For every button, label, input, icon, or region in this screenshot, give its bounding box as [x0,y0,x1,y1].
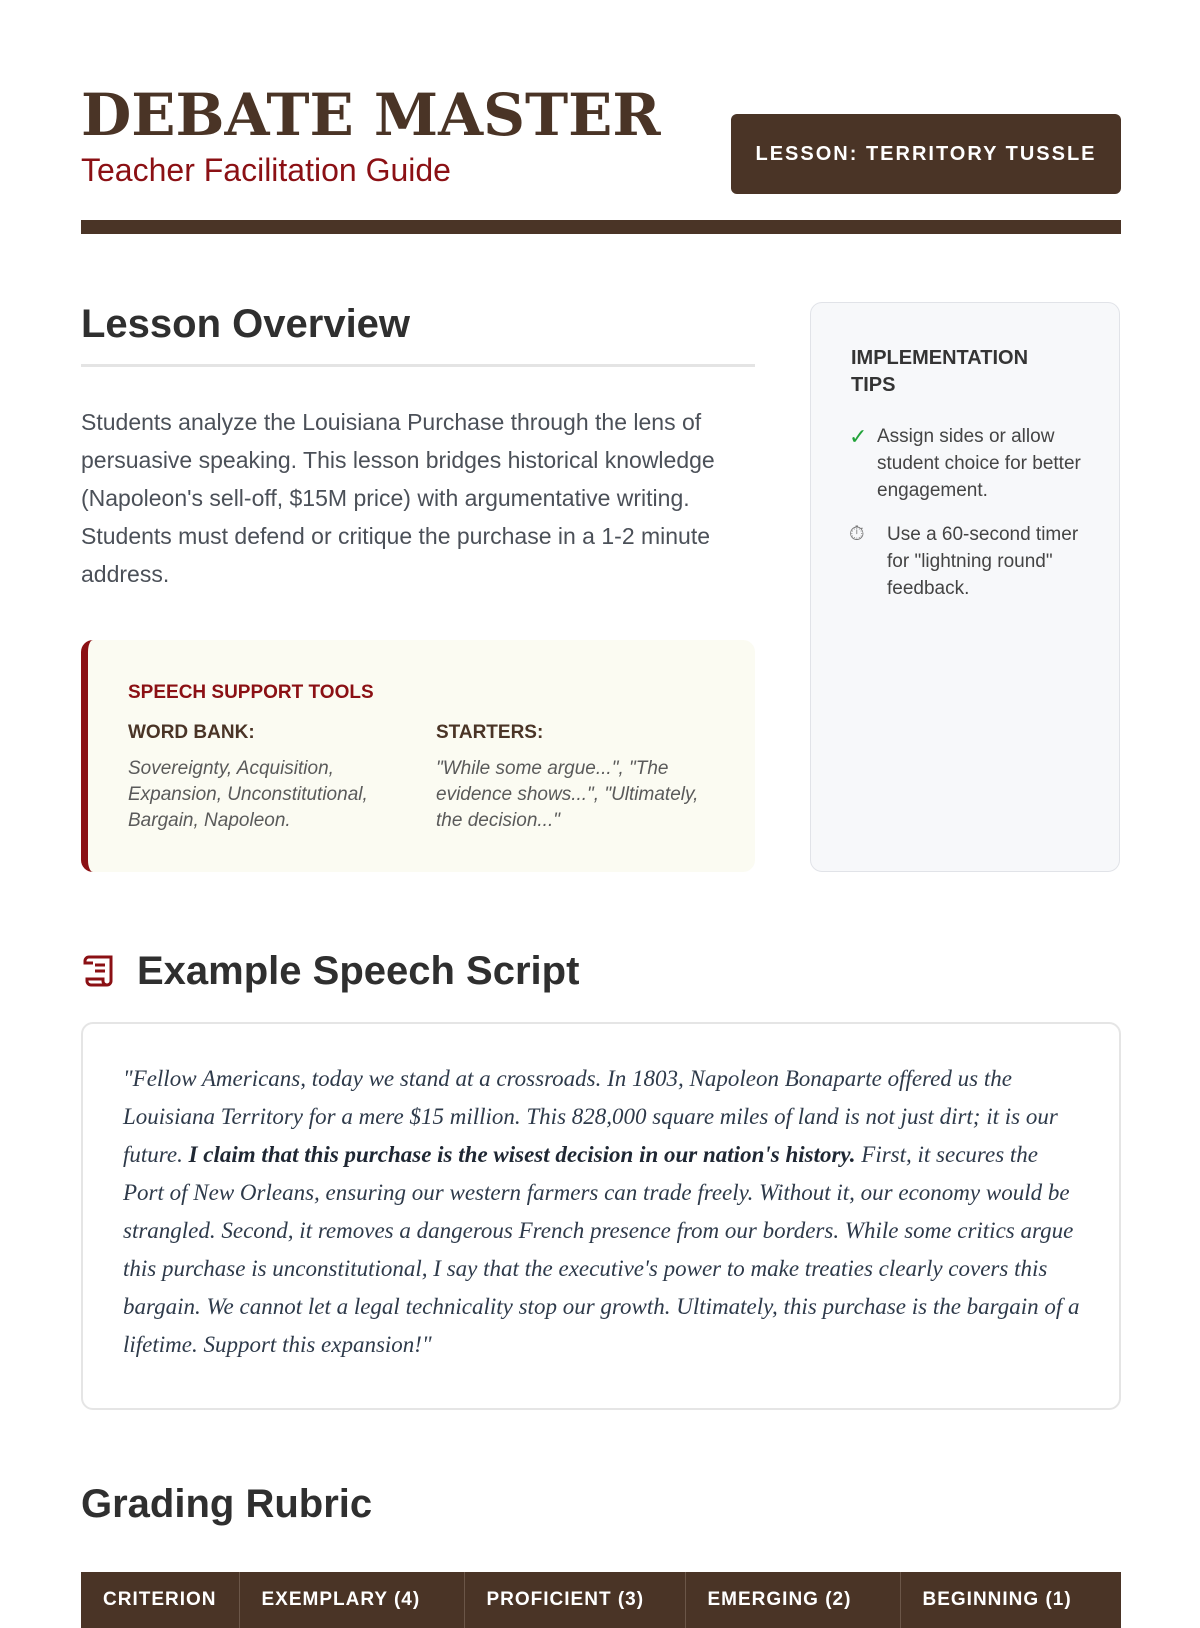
rubric-col-header: EXEMPLARY (4) [239,1572,464,1628]
starters-text: "While some argue...", "The evidence shows...", "Ultimately, the decision..." [436,758,699,831]
lesson-overview-section [81,298,755,616]
scroll-icon [81,951,121,991]
implementation-tips [810,302,1120,872]
tip-text: Assign sides or allow student choice for better engagement. [877,426,1081,501]
speech-support-tools [81,640,755,872]
overview-text: Students analyze the Louisiana Purchase through the lens of persuasive speaking. This lesson bridges historical knowledge (Napoleon's sell-off, $15M price) with argumentative writing. Students must defend or critique the purchase in a 1-2 minute address. [81,409,715,587]
brand-title: DEBATE MASTER [81,81,661,149]
word-bank-text: Sovereignty, Acquisition, Expansion, Unconstitutional, Bargain, Napoleon. [128,758,368,831]
stopwatch-icon: ⏱ [849,523,865,545]
starters [436,722,716,834]
script-intro: "Fellow Americans, today we stand at a crossroads. In 1803, Napoleon Bonaparte offered us the Louisiana Territory for a mere $15 million. This 828,000 square miles of land is not just dirt; it is our future. [123,1066,1058,1167]
script-header [81,944,579,998]
rubric-col-header: CRITERION [81,1572,239,1628]
tip-text: Use a 60-second timer for "lightning round" feedback. [887,524,1079,599]
speech-script-card [81,1022,1121,1410]
rubric-title: Grading Rubric [81,1482,373,1526]
tip-item [849,521,1089,602]
script-claim: I claim that this purchase is the wisest decision in our nation's history. [188,1142,856,1167]
tips-title: IMPLEMENTATION TIPS [851,347,1029,396]
speech-script-text [123,1060,1083,1364]
rubric-col-header: BEGINNING (1) [900,1572,1121,1628]
word-bank [128,722,408,834]
page-header [81,81,1121,188]
overview-title: Lesson Overview [81,302,411,346]
rubric-header-row [81,1572,1121,1628]
overview-divider [81,364,755,367]
script-title: Example Speech Script [137,949,580,993]
tip-item [849,423,1089,504]
brand-subtitle: Teacher Facilitation Guide [81,152,451,188]
rubric-col-header: EMERGING (2) [685,1572,900,1628]
check-icon: ✓ [849,424,868,449]
lesson-badge: LESSON: TERRITORY TUSSLE [731,114,1121,194]
script-body: First, it secures the Port of New Orleans, ensuring our western farmers can trade freely. Without it, our economy would be strangled. Second, it removes a dangerous French presence from our borders. While some critics argue this purchase is unconstitutional, I say that the executive's power to make treaties clearly covers this bargain. We cannot let a legal technicality stop our growth. Ultimately, this purchase is the bargain of a lifetime. Support this expansion!" [123,1142,1080,1357]
rubric-table [81,1572,1121,1628]
starters-label: STARTERS: [436,722,544,743]
rubric-col-header: PROFICIENT (3) [464,1572,685,1628]
support-title: SPEECH SUPPORT TOOLS [128,682,374,703]
header-divider [81,220,1121,234]
word-bank-label: WORD BANK: [128,722,255,743]
